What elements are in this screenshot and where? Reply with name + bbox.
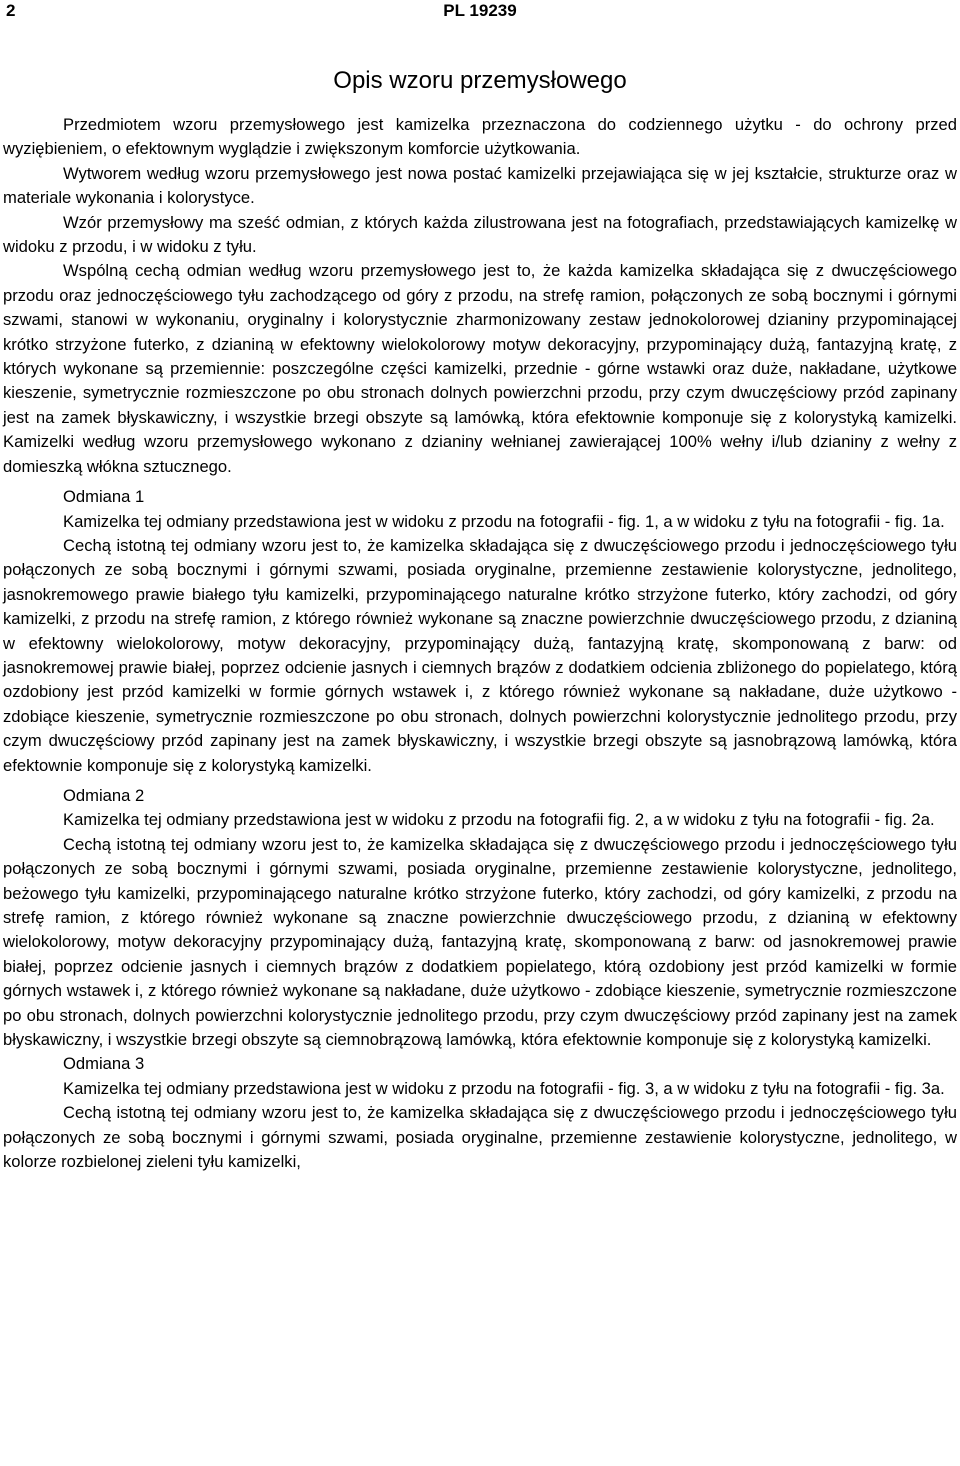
document-body (3, 113, 957, 1174)
heading-variant-1: Odmiana 1 (63, 487, 145, 507)
paragraph-variants: Wzór przemysłowy ma sześć odmian, z których każda zilustrowana jest na fotografiach, przedstawiających kamizelkę w widoku z przodu, i w widoku z tyłu. (3, 212, 957, 257)
heading-variant-2: Odmiana 2 (63, 785, 145, 805)
paragraph-common-features: Wspólną cechą odmian według wzoru przemysłowego jest to, że każda kamizelka składająca się z dwuczęściowego przodu oraz jednoczęściowego tyłu zachodzącego od góry z przodu, na strefę ramion, połączonych ze sobą bocznymi i górnymi szwami, stanowi w wykonaniu, oryginalny i kolorystycznie zharmonizowany zestaw jednokolorowej dzianiny przypominającej krótko strzyżone futerko, z dzianiną w efektowny wielokolorowy motyw dekoracyjny, przypominający dużą, fantazyjną kratę, z których wykonane są przemiennie: poszczególne części kamizelki, przednie - górne wstawki oraz duże, nakładane, użytkowe kieszenie, symetrycznie rozmieszczone po obu stronach dolnych powierzchni przodu, przy czym dwuczęściowy przód zapinany jest na zamek błyskawiczny, i wszystkie brzegi obszyte są lamówką, która efektownie komponuje się z kolorystyką kamizelki. Kamizelki według wzoru przemysłowego wykonano z dzianiny wełnianej zawierającej 100% wełny i/lub dzianiny z wełny z domieszką włókna sztucznego. (3, 261, 957, 476)
paragraph-variant-2-features: Cechą istotną tej odmiany wzoru jest to, że kamizelka składająca się z dwuczęściowego przodu i jednoczęściowego tyłu połączonych ze sobą bocznymi i górnymi szwami, posiada oryginalne, przemienne zestawienie kolorystyczne, jednolitego, beżowego tyłu kamizelki, przypominającego naturalne krótko strzyżone futerko, który zachodzi, od góry kamizelki, z przodu na strefę ramion, z którego również wykonane są znaczne powierzchnie dwuczęściowego przodu, z dzianiną w efektowny wielokolorowy, motyw dekoracyjny przypominający dużą, fantazyjną kratę, skomponowaną z barw: od jasnokremowej prawie białej, poprzez odcienie jasnych i ciemnych brązów z dodatkiem popielatego, którą ozdobiony jest przód kamizelki w formie górnych wstawek i, z którego również wykonane są nakładane, duże użytkowo - zdobiące kieszenie, symetrycznie rozmieszczone po obu stronach, dolnych powierzchni kolorystycznie jednolitego przodu, przy czym dwuczęściowy przód zapinany jest na zamek błyskawiczny, i wszystkie brzegi obszyte są ciemnobrązową lamówką, która efektownie komponuje się z kolorystyką kamizelki. (3, 834, 957, 1050)
page-header (3, 0, 957, 30)
paragraph-subject: Przedmiotem wzoru przemysłowego jest kamizelka przeznaczona do codziennego użytku - do ochrony przed wyziębieniem, o efektownym wyglądzie i zwiększonym komforcie użytkowania. (3, 115, 957, 159)
paragraph-variant-1-figures: Kamizelka tej odmiany przedstawiona jest w widoku z przodu na fotografii - fig. 1, a w widoku z tyłu na fotografii - fig. 1a. (63, 511, 945, 531)
paragraph-product: Wytworem według wzoru przemysłowego jest nowa postać kamizelki przejawiająca się w jej kształcie, strukturze oraz w materiale wykonania i kolorystyce. (3, 163, 957, 208)
heading-variant-3: Odmiana 3 (63, 1054, 145, 1074)
paragraph-variant-1-features: Cechą istotną tej odmiany wzoru jest to, że kamizelka składająca się z dwuczęściowego przodu i jednoczęściowego tyłu połączonych ze sobą bocznymi i górnymi szwami, posiada oryginalne, przemienne zestawienie kolorystyczne, jednolitego, jasnokremowego prawie białego tyłu kamizelki, przypominającego naturalne krótko strzyżone futerko, który zachodzi, od góry kamizelki, z przodu na strefę ramion, z którego również wykonane są znaczne powierzchnie dwuczęściowego przodu, z dzianiną w efektowny wielokolorowy, motyw dekoracyjny, przypominający dużą, fantazyjną kratę, skomponowaną z barw: od jasnokremowej prawie białej, poprzez odcienie jasnych i ciemnych brązów z dodatkiem odcienia zbliżonego do popielatego, którą ozdobiony jest przód kamizelki w formie górnych wstawek i, z którego również wykonane są nakładane, duże użytkowo - zdobiące kieszenie, symetrycznie rozmieszczone po obu stronach, dolnych powierzchni kolorystycznie jednolitego przodu, przy czym dwuczęściowy przód zapinany jest na zamek błyskawiczny, i wszystkie brzegi obszyte są jasnobrązową lamówką, która efektownie komponuje się z kolorystyką kamizelki. (3, 535, 957, 775)
paragraph-variant-3-figures: Kamizelka tej odmiany przedstawiona jest w widoku z przodu na fotografii - fig. 3, a w widoku z tyłu na fotografii - fig. 3a. (63, 1078, 945, 1098)
patent-number: PL 19239 (443, 1, 517, 20)
page-number: 2 (6, 1, 16, 20)
document-title: Opis wzoru przemysłowego (333, 67, 627, 94)
paragraph-variant-3-features: Cechą istotną tej odmiany wzoru jest to, że kamizelka składająca się z dwuczęściowego przodu i jednoczęściowego tyłu połączonych ze sobą bocznymi i górnymi szwami, posiada oryginalne, przemienne zestawienie kolorystyczne, jednolitego, w kolorze rozbielonej zieleni tyłu kamizelki, (3, 1103, 957, 1172)
paragraph-variant-2-figures: Kamizelka tej odmiany przedstawiona jest w widoku z przodu na fotografii fig. 2, a w widoku z tyłu na fotografii - fig. 2a. (63, 810, 935, 830)
